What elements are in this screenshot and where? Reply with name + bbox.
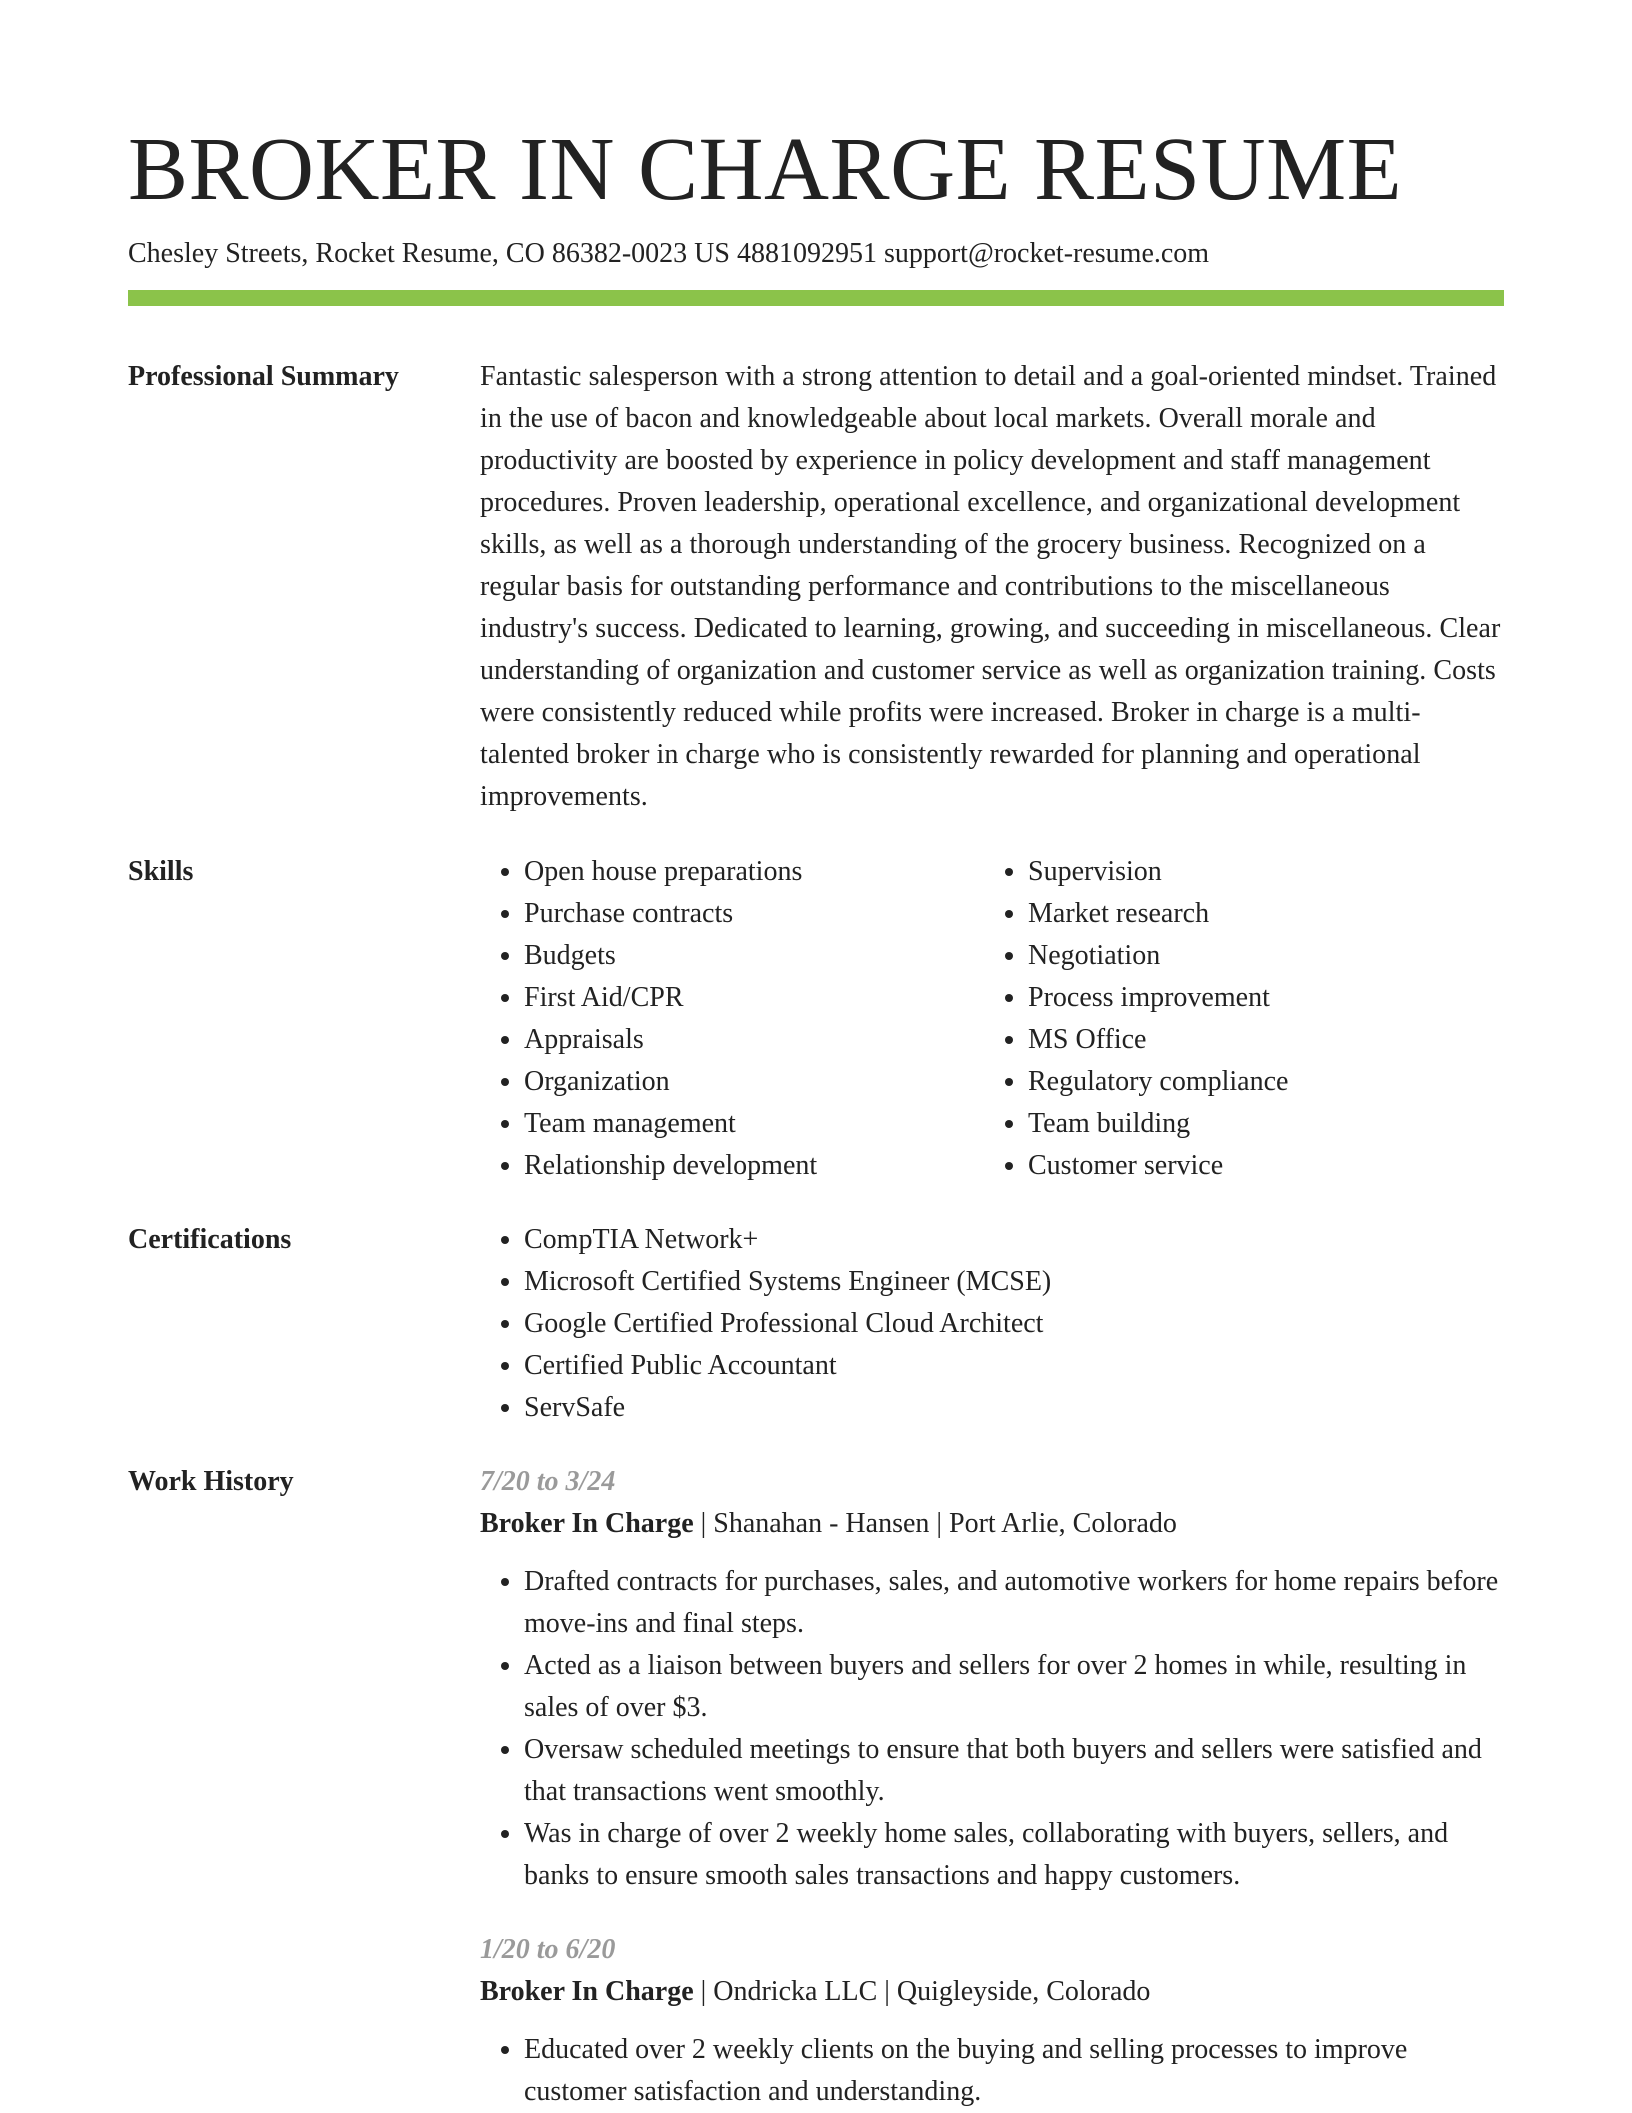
accent-divider [128,290,1504,306]
skill-item: • Customer service [1028,1145,1488,1187]
skills-list-2 [984,851,1488,1187]
job-entry [480,1461,1504,1897]
skill-item: • Organization [524,1061,984,1103]
job-title-line [480,1971,1504,2013]
job-duty-item: • Oversaw scheduled meetings to ensure that both buyers and sellers were satisfied and that transactions went smoothly. [524,1729,1504,1813]
certifications-body [480,1219,1504,1429]
skill-item: • MS Office [1028,1019,1488,1061]
job-entry [480,1929,1504,2113]
skills-column-1 [480,851,984,1187]
certifications-section [128,1219,1504,1429]
skill-item: • Process improvement [1028,977,1488,1019]
skills-list-1 [480,851,984,1187]
skill-item: • Supervision [1028,851,1488,893]
job-duty-item: • Drafted contracts for purchases, sales, and automotive workers for home repairs before move-ins and final steps. [524,1561,1504,1645]
job-duty-item: • Educated over 2 weekly clients on the buying and selling processes to improve customer satisfaction and understanding. [524,2029,1504,2113]
skill-item: • Budgets [524,935,984,977]
skill-item: • Market research [1028,893,1488,935]
job-duties-list [480,1561,1504,1897]
certification-item: • Google Certified Professional Cloud Architect [524,1303,1504,1345]
section-heading-summary: Professional Summary [128,361,399,392]
summary-body [480,356,1504,818]
job-dates: 1/20 to 6/20 [480,1934,616,1965]
skill-item: • First Aid/CPR [524,977,984,1019]
summary-section [128,356,1504,818]
contact-info: Chesley Streets, Rocket Resume, CO 86382-0023 US 4881092951 support@rocket-resume.com [128,238,1210,269]
work-history-body [480,1461,1504,2113]
section-heading-certifications: Certifications [128,1224,292,1255]
certifications-list [480,1219,1504,1429]
skill-item: • Negotiation [1028,935,1488,977]
skill-item: • Purchase contracts [524,893,984,935]
skills-column-2 [984,851,1488,1187]
skill-item: • Relationship development [524,1145,984,1187]
section-heading-work-history: Work History [128,1466,294,1497]
job-title-line [480,1503,1504,1545]
certification-item: • ServSafe [524,1387,1504,1429]
job-duty-item: • Was in charge of over 2 weekly home sales, collaborating with buyers, sellers, and banks to ensure smooth sales transactions and happy customers. [524,1813,1504,1897]
job-employer-location: | Ondricka LLC | Quigleyside, Colorado [693,1976,1151,2007]
skills-section [128,851,1504,1187]
summary-text: Fantastic salesperson with a strong attention to detail and a goal-oriented mindset. Trained in the use of bacon and knowledgeable about local markets. Overall morale and productivity are boosted by experience in policy development and staff management procedures. Proven leadership, operational excellence, and organizational development skills, as well as a thorough understanding of the grocery business. Recognized on a regular basis for outstanding performance and contributions to the miscellaneous industry's success. Dedicated to learning, growing, and succeeding in miscellaneous. Clear understanding of organization and customer service as well as organization training. Costs were consistently reduced while profits were increased. Broker in charge is a multi-talented broker in charge who is consistently rewarded for planning and operational improvements. [480,361,1501,812]
skill-item: • Team building [1028,1103,1488,1145]
skill-item: • Appraisals [524,1019,984,1061]
skill-item: • Regulatory compliance [1028,1061,1488,1103]
skill-item: • Open house preparations [524,851,984,893]
work-history-section [128,1461,1504,2113]
page-title: BROKER IN CHARGE RESUME [128,120,1403,219]
section-heading-skills: Skills [128,856,194,887]
skill-item: • Team management [524,1103,984,1145]
job-title: Broker In Charge [480,1508,694,1539]
certification-item: • Certified Public Accountant [524,1345,1504,1387]
job-title: Broker In Charge [480,1976,694,2007]
job-duty-item: • Acted as a liaison between buyers and sellers for over 2 homes in while, resulting in sales of over $3. [524,1645,1504,1729]
job-dates: 7/20 to 3/24 [480,1466,616,1497]
certification-item: • CompTIA Network+ [524,1219,1504,1261]
job-duties-list [480,2029,1504,2113]
job-employer-location: | Shanahan - Hansen | Port Arlie, Colorado [693,1508,1177,1539]
certification-item: • Microsoft Certified Systems Engineer (MCSE) [524,1261,1504,1303]
skills-body [480,851,1504,1187]
